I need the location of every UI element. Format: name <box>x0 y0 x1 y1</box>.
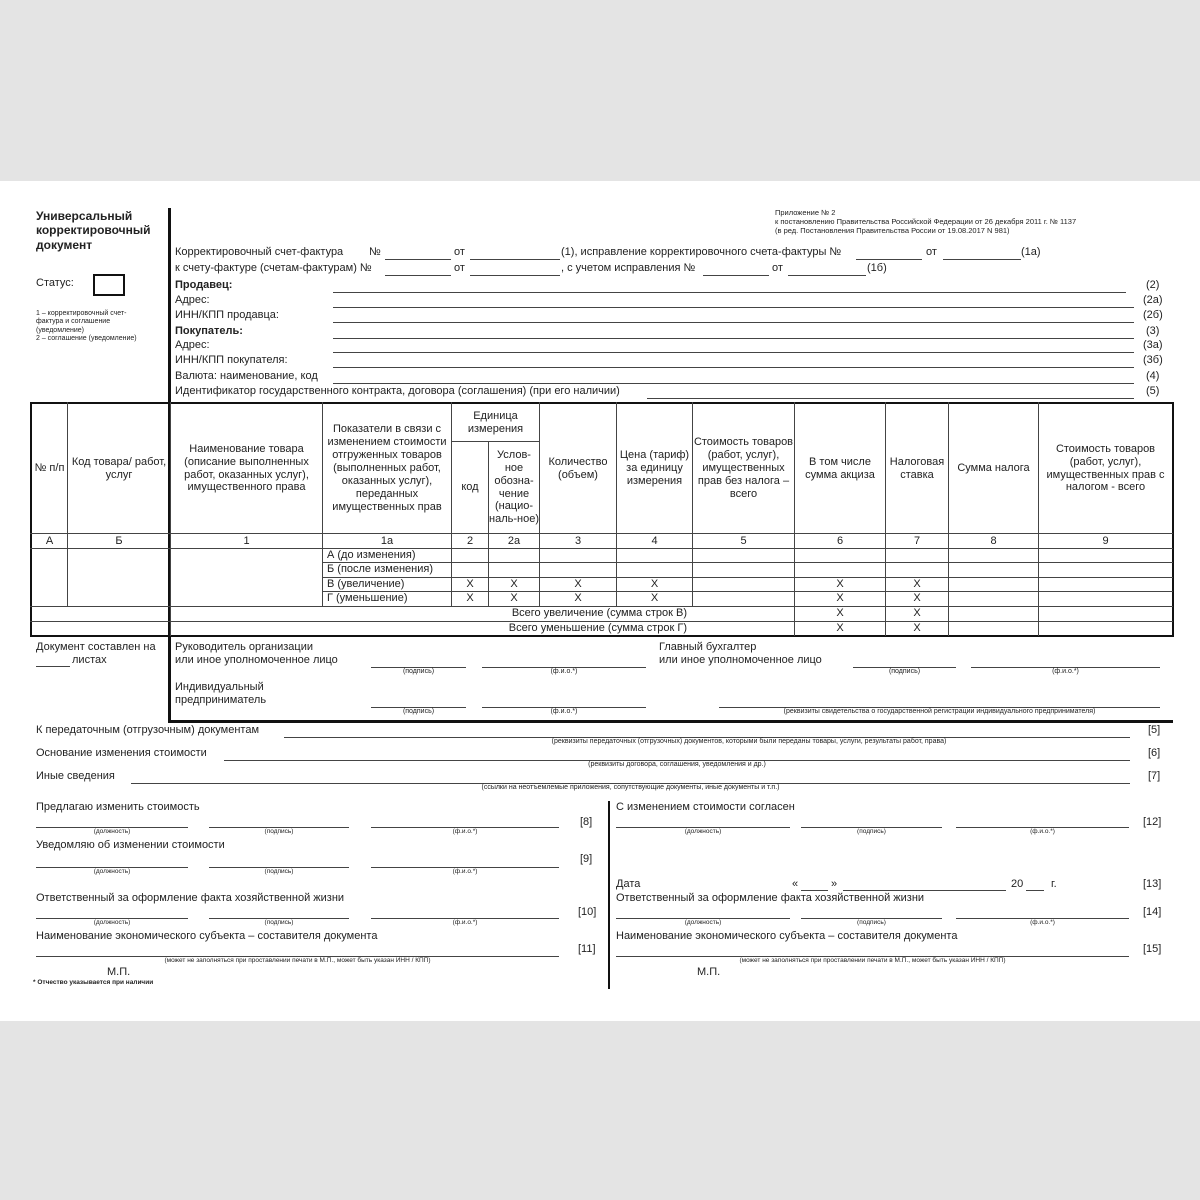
doc-made-label: Документ составлен на <box>36 641 156 653</box>
accountant-label: Главный бухгалтер или иное уполномоченное лицо <box>659 641 822 667</box>
stamp-place-right: М.П. <box>697 966 721 978</box>
x-mark: X <box>650 592 659 605</box>
responsible-right-label: Ответственный за оформление факта хозяйственной жизни <box>616 892 925 904</box>
x-mark: X <box>836 607 844 620</box>
caption: (ф.и.о.*) <box>452 919 478 926</box>
invoice-line-label: Корректировочный счет-фактура <box>175 246 344 258</box>
entity-right-label: Наименование экономического субъекта – составителя документа <box>616 930 958 942</box>
table-row-label: В (увеличение) <box>327 578 405 590</box>
responsible-left-label: Ответственный за оформление факта хозяйственной жизни <box>36 892 345 904</box>
col-number: 4 <box>651 534 658 547</box>
ref-6: [6] <box>1148 747 1161 759</box>
agree-label: С изменением стоимости согласен <box>616 801 795 813</box>
ref-7: [7] <box>1148 770 1161 782</box>
entity-left-label: Наименование экономического субъекта – составителя документа <box>36 930 378 942</box>
head-label: Руководитель организации или иное уполномоченное лицо <box>175 641 338 667</box>
document-sheet <box>0 181 1200 1021</box>
table-row-label: А (до изменения) <box>327 549 416 561</box>
col-number: Б <box>115 534 123 547</box>
x-mark: X <box>574 578 582 591</box>
caption: (может не заполняться при проставлении печати в М.П., может быть указан ИНН / КПП) <box>739 957 1006 964</box>
total-increase-label: Всего увеличение (сумма строк В) <box>511 607 687 619</box>
base-correction-from-label: от <box>772 262 783 274</box>
contract-id-label: Идентификатор государственного контракта, договора (соглашения) (при его наличии) <box>175 385 620 397</box>
col-number: 5 <box>740 534 747 547</box>
caption: (подпись) <box>402 708 435 715</box>
footnote: * Отчество указывается при наличии <box>33 979 154 986</box>
base-invoice-date-field[interactable] <box>470 275 560 276</box>
caption: (ф.и.о.*) <box>452 868 478 875</box>
correction-from-label: от <box>926 246 937 258</box>
correction-number-field[interactable] <box>856 259 922 260</box>
caption: (должность) <box>93 828 131 835</box>
x-mark: X <box>913 578 921 591</box>
col-header-cost: Стоимость товаров (работ, услуг), имущественных прав без налога – всего <box>693 436 794 500</box>
propose-label: Предлагаю изменить стоимость <box>36 801 200 813</box>
col-number: А <box>45 534 54 547</box>
document-title: Универсальный корректировочный документ <box>36 209 151 252</box>
base-correction-label: , с учетом исправления № <box>561 262 696 274</box>
table-row-label: Б (после изменения) <box>327 563 434 575</box>
col-header-excise: В том числе сумма акциза <box>805 455 875 481</box>
caption: (ф.и.о.*) <box>550 668 578 675</box>
buyer-inn-label: ИНН/КПП покупателя: <box>175 354 288 366</box>
caption: (реквизиты передаточных (отгрузочных) документов, которыми были переданы товары, услуги, результаты работ, права) <box>551 738 947 745</box>
ref-5-footer: [5] <box>1148 724 1161 736</box>
caption: (подпись) <box>857 828 886 835</box>
ref-13: [13] <box>1143 878 1162 890</box>
ref-11: [11] <box>578 943 596 955</box>
x-mark: X <box>913 592 921 605</box>
date-day-field[interactable] <box>801 890 828 891</box>
ref-1b: (1б) <box>867 262 887 274</box>
caption: (подпись) <box>264 868 294 875</box>
x-mark: X <box>836 578 844 591</box>
seller-address-field[interactable] <box>333 307 1134 308</box>
ref-15: [15] <box>1143 943 1162 955</box>
caption: (должность) <box>93 919 131 926</box>
base-invoice-from-label: от <box>454 262 465 274</box>
caption: (подпись) <box>402 668 435 675</box>
buyer-address-label: Адрес: <box>175 339 210 351</box>
seller-inn-label: ИНН/КПП продавца: <box>175 309 279 321</box>
ref-2b: (2б) <box>1143 309 1163 321</box>
date-quote-close: » <box>831 878 838 890</box>
caption: (должность) <box>684 919 722 926</box>
col-header-code: Код товара/ работ, услуг <box>71 455 167 481</box>
x-mark: X <box>466 592 474 605</box>
caption: (реквизиты договора, соглашения, уведомления и др.) <box>588 761 766 768</box>
col-header-qty: Количество (объем) <box>548 455 608 481</box>
date-month-field[interactable] <box>843 890 1006 891</box>
ref-9: [9] <box>580 853 593 865</box>
x-mark: X <box>913 607 921 620</box>
table-row-label: Г (уменьшение) <box>327 592 408 604</box>
x-mark: X <box>913 622 921 635</box>
ref-10: [10] <box>578 906 597 918</box>
entrepreneur-label: Индивидуальный предприниматель <box>175 681 267 707</box>
col-header-unit-name: Услов-ное обозна-чение (нацио-наль-ное) <box>489 448 539 526</box>
ref-1a: (1а) <box>1021 246 1041 258</box>
col-header-total: Стоимость товаров (работ, услуг), имущественных прав с налогом - всего <box>1046 442 1165 494</box>
seller-address-label: Адрес: <box>175 294 210 306</box>
invoice-date-field[interactable] <box>470 259 560 260</box>
caption: (должность) <box>93 868 131 875</box>
status-label: Статус: <box>36 277 74 289</box>
base-invoice-number-field[interactable] <box>385 275 451 276</box>
column-divider <box>608 801 610 989</box>
status-box[interactable] <box>93 274 125 296</box>
caption: (подпись) <box>264 828 294 835</box>
caption: (подпись) <box>888 668 921 675</box>
stamp-place-left: М.П. <box>107 966 131 978</box>
base-correction-number-field[interactable] <box>703 275 769 276</box>
ref-3b: (3б) <box>1143 354 1163 366</box>
col-number: 1 <box>243 534 250 547</box>
base-correction-date-field[interactable] <box>788 275 866 276</box>
x-mark: X <box>510 592 518 605</box>
caption: (подпись) <box>857 919 886 926</box>
col-header-unit-code: код <box>461 481 479 494</box>
seller-label: Продавец: <box>175 279 233 291</box>
ref-3: (3) <box>1146 325 1160 337</box>
date-year-prefix: 20 <box>1011 878 1024 890</box>
x-mark: X <box>466 578 474 591</box>
ref-2a: (2а) <box>1143 294 1163 306</box>
invoice-from-label: от <box>454 246 465 258</box>
date-year-suffix: г. <box>1051 878 1057 890</box>
invoice-no-sign: № <box>369 246 381 258</box>
x-mark: X <box>836 592 844 605</box>
caption: (реквизиты свидетельства о государственной регистрации индивидуального предпринимателя) <box>783 708 1096 715</box>
correction-date-field[interactable] <box>943 259 1021 260</box>
currency-label: Валюта: наименование, код <box>175 370 318 382</box>
col-number: 9 <box>1102 534 1109 547</box>
buyer-label: Покупатель: <box>175 325 243 337</box>
other-info-label: Иные сведения <box>36 770 115 782</box>
total-decrease-label: Всего уменьшение (сумма строк Г) <box>508 622 687 634</box>
caption: (ф.и.о.*) <box>1030 919 1055 926</box>
col-header-num: № п/п <box>34 462 65 475</box>
col-number: 7 <box>913 534 921 547</box>
basis-label: Основание изменения стоимости <box>36 747 207 759</box>
caption: (ф.и.о.*) <box>1030 828 1055 835</box>
caption: (может не заполняться при проставлении печати в М.П., может быть указан ИНН / КПП) <box>164 957 431 964</box>
caption: (подпись) <box>264 919 294 926</box>
col-number: 1а <box>380 534 394 547</box>
ref-3a: (3а) <box>1143 339 1163 351</box>
ref-8: [8] <box>580 816 593 828</box>
ref-4: (4) <box>1146 370 1160 382</box>
sheets-count-field[interactable] <box>36 666 70 667</box>
sheets-label: листах <box>72 654 107 666</box>
invoice-correction-label: (1), исправление корректировочного счета-фактуры № <box>561 246 842 258</box>
ref-2: (2) <box>1146 279 1160 291</box>
status-notes: 1 – корректировочный счет- фактура и соглашение (уведомление) 2 – соглашение (уведомление) <box>36 310 137 343</box>
col-header-rate: Налоговая ставка <box>889 455 945 481</box>
x-mark: X <box>836 622 844 635</box>
col-header-price: Цена (тариф) за единицу измерения <box>619 449 690 487</box>
col-header-tax: Сумма налога <box>957 462 1030 475</box>
x-mark: X <box>574 592 582 605</box>
caption: (ссылки на неотъемлемые приложения, сопутствующие документы, иные документы и т.п.) <box>481 784 780 791</box>
buyer-field[interactable] <box>333 338 1134 339</box>
ref-12: [12] <box>1143 816 1162 828</box>
appendix-note: Приложение № 2 к постановлению Правительства Российской Федерации от 26 декабря 2011 г. № 1137 (в ред. Постановления Правительства России от 19.08.2017 N 981) <box>775 208 1077 235</box>
x-mark: X <box>510 578 518 591</box>
x-mark: X <box>650 578 659 591</box>
base-invoice-label: к счету-фактуре (счетам-фактурам) № <box>175 262 372 274</box>
col-number: 3 <box>574 534 582 547</box>
col-header-unit: Единица измерения <box>467 409 524 435</box>
col-number: 2 <box>466 534 474 547</box>
col-number: 2а <box>507 534 521 547</box>
caption: (ф.и.о.*) <box>452 828 478 835</box>
col-header-indicators: Показатели в связи с изменением стоимости отгруженных товаров (выполненных работ, оказанных услуг), переданных имущественных прав <box>327 423 447 513</box>
caption: (ф.и.о.*) <box>1052 668 1079 675</box>
date-label: Дата <box>616 878 641 890</box>
seller-field[interactable] <box>333 292 1126 293</box>
seller-inn-field[interactable] <box>333 322 1134 323</box>
transfer-docs-label: К передаточным (отгрузочным) документам <box>36 724 260 736</box>
col-number: 6 <box>836 534 844 547</box>
contract-id-field[interactable] <box>647 398 1134 399</box>
date-quote-open: « <box>792 878 799 890</box>
col-header-name: Наименование товара (описание выполненных работ, оказанных услуг), имущественного права <box>184 442 309 494</box>
buyer-inn-field[interactable] <box>333 367 1134 368</box>
col-number: 8 <box>990 534 997 547</box>
ref-14: [14] <box>1143 906 1162 918</box>
frame-bottom-bar <box>168 720 1173 723</box>
currency-field[interactable] <box>333 383 1134 384</box>
invoice-number-field[interactable] <box>385 259 451 260</box>
ref-5: (5) <box>1146 385 1160 397</box>
caption: (ф.и.о.*) <box>550 708 578 715</box>
notify-label: Уведомляю об изменении стоимости <box>36 839 225 851</box>
caption: (должность) <box>684 828 722 835</box>
date-year-field[interactable] <box>1026 890 1044 891</box>
buyer-address-field[interactable] <box>333 352 1134 353</box>
